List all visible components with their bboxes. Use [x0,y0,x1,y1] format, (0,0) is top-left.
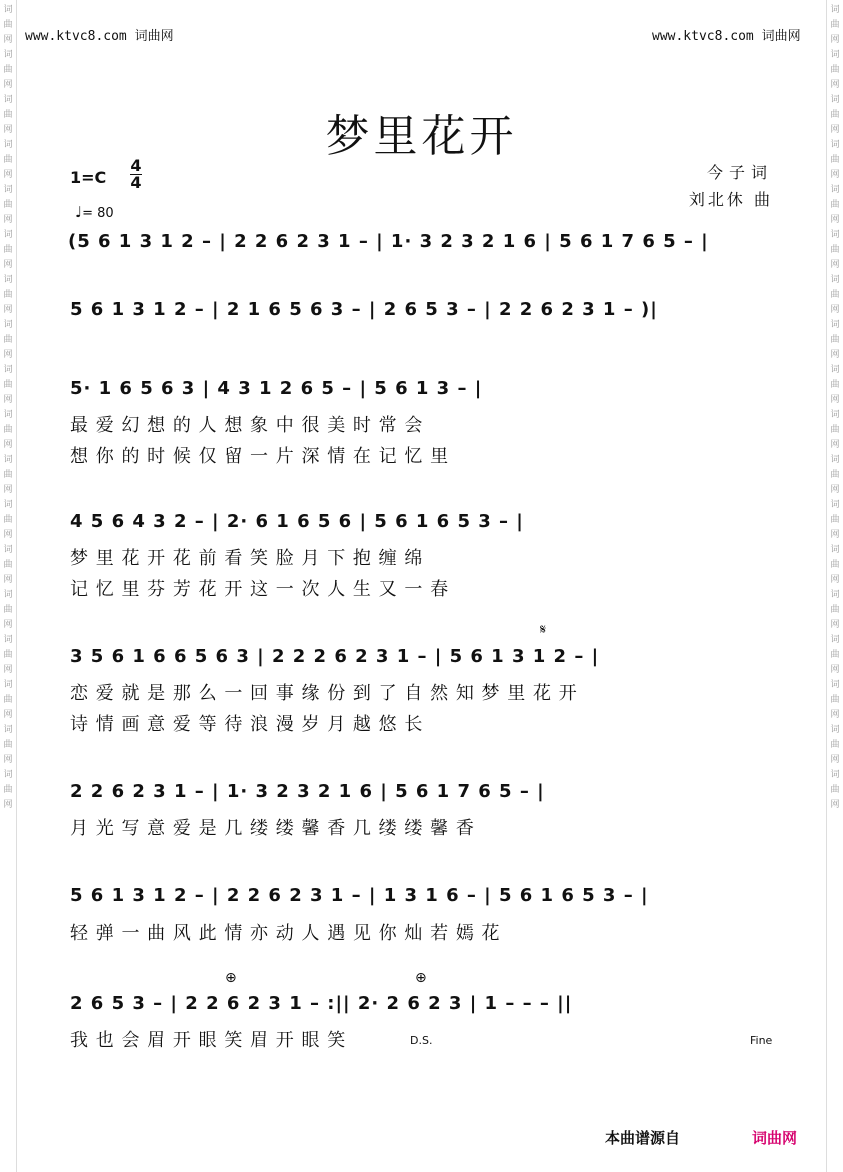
watermark-char: 网 [830,440,840,450]
line-1-notes: (5 6 1 3 1 2 – | 2 2 6 2 3 1 – | 1· 3 2 3 2 1 6 | 5 6 1 7 6 5 – | [68,231,709,252]
lyricist-credit: 今子词 [706,163,773,182]
watermark-char: 网 [830,170,840,180]
watermark-char: 词 [3,230,13,240]
watermark-char: 词 [830,725,840,735]
watermark-char: 网 [3,620,13,630]
watermark-char: 网 [830,530,840,540]
watermark-char: 词 [3,680,13,690]
watermark-char: 词 [830,95,840,105]
watermark-char: 网 [3,125,13,135]
line-5-notes: 3 5 6 1 6 6 5 6 3 | 2 2 2 6 2 3 1 – | 5 6 1 3 1 2 – | [70,646,600,667]
watermark-char: 网 [830,485,840,495]
watermark-char: 曲 [3,650,13,660]
watermark-char: 曲 [830,695,840,705]
watermark-char: 词 [830,230,840,240]
tempo: ♩= 80 [75,203,114,221]
watermark-char: 词 [830,5,840,15]
watermark-char: 网 [3,170,13,180]
watermark-char: 词 [830,770,840,780]
composer-credit: 刘北休 曲 [688,190,773,209]
watermark-char: 词 [3,725,13,735]
watermark-char: 曲 [3,380,13,390]
line-7-notes: 5 6 1 3 1 2 – | 2 2 6 2 3 1 – | 1 3 1 6 – | 5 6 1 6 5 3 – | [70,885,649,906]
watermark-char: 网 [830,125,840,135]
watermark-char: 网 [830,800,840,810]
time-bottom: 4 [130,173,142,192]
watermark-char: 曲 [3,470,13,480]
watermark-char: 词 [830,320,840,330]
key-signature: 1=C [70,168,107,187]
watermark-char: 网 [3,755,13,765]
line-3-lyric-2: 想 你 的 时 候 仅 留 一 片 深 情 在 记 忆 里 [70,446,450,467]
watermark-char: 网 [3,575,13,585]
ds-label: D.S. [410,1034,433,1047]
watermark-char: 网 [830,260,840,270]
watermark-char: 曲 [830,740,840,750]
watermark-char: 曲 [3,335,13,345]
watermark-char: 词 [830,185,840,195]
watermark-char: 网 [3,35,13,45]
watermark-char: 词 [3,320,13,330]
watermark-char: 网 [3,665,13,675]
watermark-char: 曲 [3,740,13,750]
watermark-char: 曲 [830,290,840,300]
watermark-char: 曲 [830,650,840,660]
watermark-char: 网 [3,440,13,450]
segno-sign: 𝄋 [540,622,547,638]
watermark-char: 网 [830,755,840,765]
time-top: 4 [130,156,142,175]
watermark-char: 曲 [830,380,840,390]
watermark-char: 词 [830,410,840,420]
quarter-note-icon: ♩ [75,203,83,221]
watermark-char: 曲 [830,785,840,795]
watermark-char: 曲 [3,155,13,165]
watermark-char: 曲 [830,605,840,615]
watermark-char: 网 [3,260,13,270]
coda-sign-2: ⊕ [415,970,427,986]
watermark-char: 曲 [3,605,13,615]
watermark-char: 网 [3,710,13,720]
watermark-char: 曲 [830,20,840,30]
line-5-lyric-1: 恋 爱 就 是 那 么 一 回 事 缘 份 到 了 自 然 知 梦 里 花 开 [70,683,578,704]
time-signature [130,158,142,191]
line-7-lyric-1: 轻 弹 一 曲 风 此 情 亦 动 人 遇 见 你 灿 若 嫣 花 [70,923,501,944]
watermark-char: 曲 [830,200,840,210]
header-right-site[interactable]: www.ktvc8.com 词曲网 [652,29,801,44]
line-8-lyric-1: 我 也 会 眉 开 眼 笑 眉 开 眼 笑 [70,1030,347,1051]
line-4-lyric-1: 梦 里 花 开 花 前 看 笑 脸 月 下 抱 缠 绵 [70,548,424,569]
left-watermark-strip [0,0,17,1172]
right-watermark-strip [826,0,843,1172]
watermark-char: 词 [3,185,13,195]
watermark-char: 网 [3,530,13,540]
watermark-char: 曲 [830,560,840,570]
watermark-char: 网 [830,620,840,630]
watermark-char: 词 [3,50,13,60]
line-4-notes: 4 5 6 4 3 2 – | 2· 6 1 6 5 6 | 5 6 1 6 5 3 – | [70,511,524,532]
watermark-char: 词 [830,545,840,555]
watermark-char: 网 [830,350,840,360]
watermark-char: 词 [3,545,13,555]
watermark-char: 词 [3,500,13,510]
watermark-char: 曲 [3,515,13,525]
line-3-notes: 5· 1 6 5 6 3 | 4 3 1 2 6 5 – | 5 6 1 3 – | [70,378,483,399]
watermark-char: 词 [830,500,840,510]
watermark-char: 曲 [830,110,840,120]
watermark-char: 词 [3,95,13,105]
line-6-lyric-1: 月 光 写 意 爱 是 几 缕 缕 馨 香 几 缕 缕 馨 香 [70,818,475,839]
watermark-char: 词 [830,680,840,690]
watermark-char: 曲 [3,20,13,30]
watermark-char: 词 [830,635,840,645]
watermark-char: 网 [3,800,13,810]
watermark-char: 网 [3,305,13,315]
watermark-char: 网 [830,305,840,315]
footer-site-link[interactable]: 词曲网 [752,1129,798,1147]
fine-label: Fine [750,1034,773,1047]
watermark-char: 词 [3,770,13,780]
watermark-char: 网 [3,350,13,360]
watermark-char: 曲 [830,515,840,525]
watermark-char: 词 [3,635,13,645]
coda-sign-1: ⊕ [225,970,237,986]
watermark-char: 曲 [830,335,840,345]
watermark-char: 曲 [830,65,840,75]
song-title: 梦里花开 [325,111,518,162]
watermark-char: 曲 [3,110,13,120]
watermark-char: 词 [830,455,840,465]
line-6-notes: 2 2 6 2 3 1 – | 1· 3 2 3 2 1 6 | 5 6 1 7 6 5 – | [70,781,545,802]
watermark-char: 词 [830,50,840,60]
footer-source: 本曲谱源自 [605,1129,681,1147]
watermark-char: 曲 [3,245,13,255]
watermark-char: 曲 [3,785,13,795]
header-left-site[interactable]: www.ktvc8.com 词曲网 [25,29,174,44]
watermark-char: 曲 [3,290,13,300]
watermark-char: 网 [3,485,13,495]
line-4-lyric-2: 记 忆 里 芬 芳 花 开 这 一 次 人 生 又 一 春 [70,579,450,600]
watermark-char: 网 [3,80,13,90]
watermark-char: 词 [3,455,13,465]
watermark-char: 曲 [830,425,840,435]
watermark-char: 曲 [3,695,13,705]
watermark-char: 网 [830,575,840,585]
line-3-lyric-1: 最 爱 幻 想 的 人 想 象 中 很 美 时 常 会 [70,415,424,436]
watermark-char: 曲 [830,470,840,480]
watermark-char: 网 [830,665,840,675]
watermark-char: 曲 [3,560,13,570]
watermark-char: 曲 [830,245,840,255]
watermark-char: 词 [830,365,840,375]
watermark-char: 词 [3,365,13,375]
watermark-char: 网 [3,215,13,225]
watermark-char: 网 [830,215,840,225]
watermark-char: 词 [3,590,13,600]
watermark-char: 曲 [830,155,840,165]
watermark-char: 词 [3,5,13,15]
watermark-char: 词 [830,140,840,150]
line-8-notes: 2 6 5 3 – | 2 2 6 2 3 1 – :|| 2· 2 6 2 3 | 1 – – – || [70,993,573,1014]
watermark-char: 词 [830,275,840,285]
watermark-char: 曲 [3,425,13,435]
line-5-lyric-2: 诗 情 画 意 爱 等 待 浪 漫 岁 月 越 悠 长 [70,714,424,735]
watermark-char: 词 [3,275,13,285]
watermark-char: 词 [3,140,13,150]
watermark-char: 网 [830,80,840,90]
watermark-char: 网 [830,710,840,720]
watermark-char: 网 [3,395,13,405]
watermark-char: 网 [830,395,840,405]
watermark-char: 词 [830,590,840,600]
watermark-char: 曲 [3,200,13,210]
line-2-notes: 5 6 1 3 1 2 – | 2 1 6 5 6 3 – | 2 6 5 3 – | 2 2 6 2 3 1 – )| [70,299,658,320]
watermark-char: 曲 [3,65,13,75]
watermark-char: 网 [830,35,840,45]
watermark-char: 词 [3,410,13,420]
